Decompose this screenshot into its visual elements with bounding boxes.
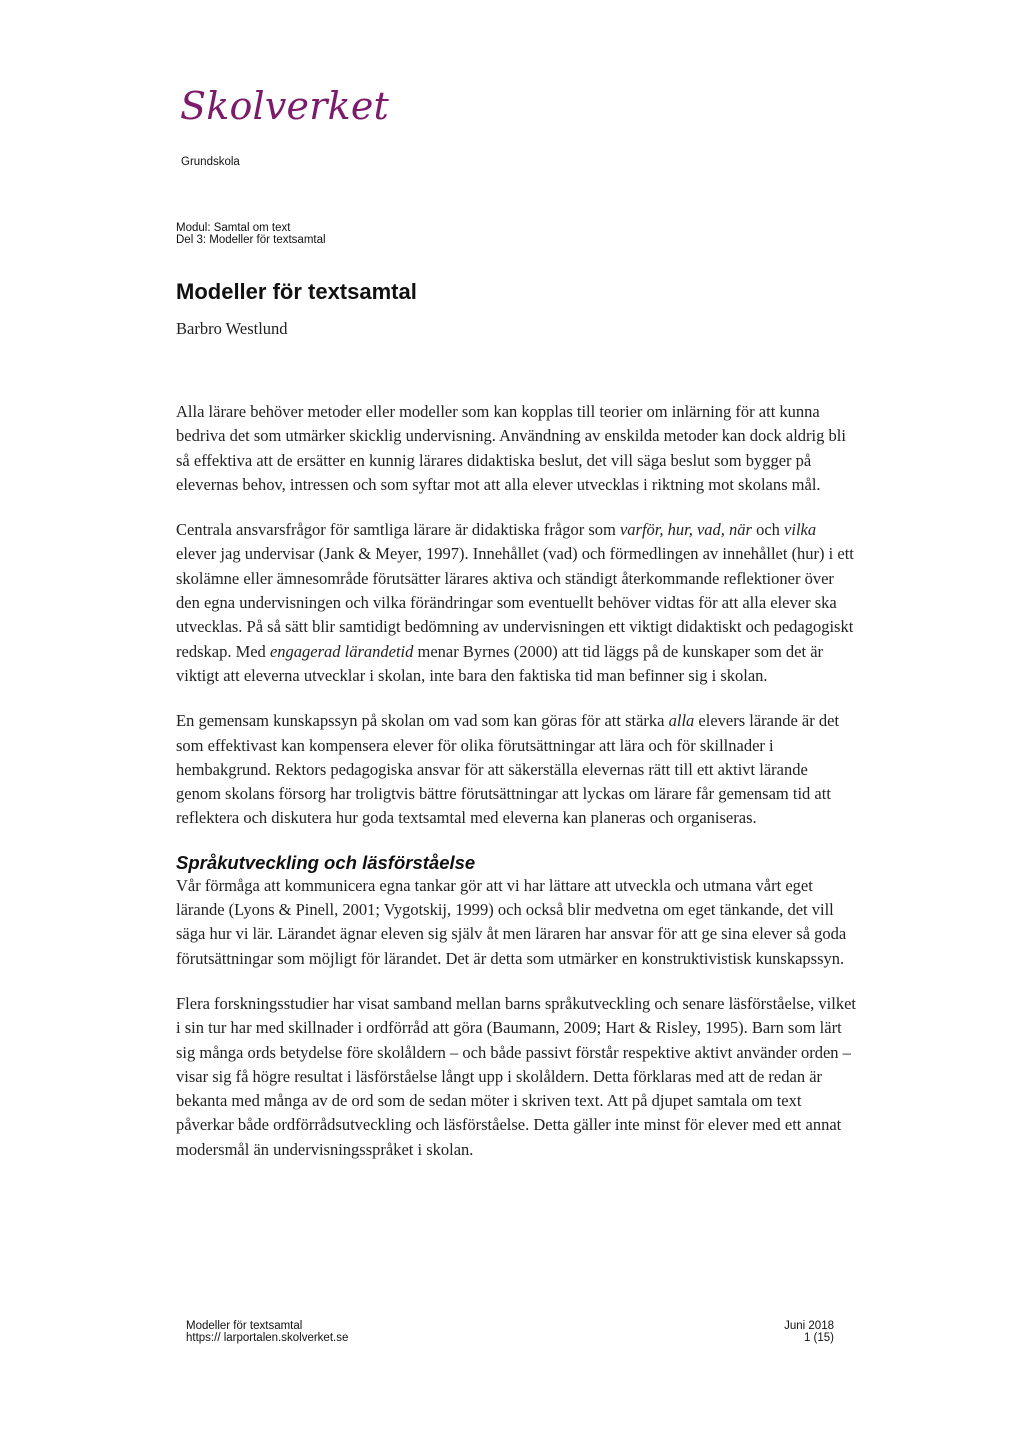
- emphasis-text: engagerad lärandetid: [269, 641, 414, 661]
- paragraph-2: Centrala ansvarsfrågor för samtliga lärare är didaktiska frågor som varför, hur, vad, när och vilka elever jag undervisar (Jank & Meyer, 1997). Innehållet (vad) och förmedlingen av innehållet (hur) i ett skolämne eller ämnesområde förutsätter lärares aktiva och ständigt återkommande reflektioner över den egna undervisningen och vilka förändringar som eventuellt behöver vidtas för att alla elever ska utvecklas. På så sätt blir samtidigt bedömning av undervisningen ett viktigt didaktiskt och pedagogiskt redskap. Med engagerad lärandetid menar Byrnes (2000) att tid läggs på de kunskaper som det är viktigt att eleverna utvecklar i skolan, inte bara den faktiska tid man befinner sig i skolan.: [176, 520, 854, 685]
- author-name: Barbro Westlund: [176, 319, 288, 338]
- school-level-label: Grundskola: [181, 156, 240, 168]
- document-title: Modeller för textsamtal: [176, 279, 417, 304]
- emphasis-text: varför, hur, vad, när: [619, 520, 752, 540]
- footer-left: [186, 1320, 348, 1344]
- skolverket-logo: Skolverket: [180, 84, 389, 128]
- page-number: 1 (15): [803, 1332, 834, 1344]
- emphasis-text: vilka: [784, 520, 817, 540]
- paragraph-1: Alla lärare behöver metoder eller modeller som kan kopplas till teorier om inlärning för att kunna bedriva det som utmärker skicklig undervisning. Användning av enskilda metoder kan dock aldrig bli så effektiva att de ersätter en kunnig lärares didaktiska beslut, det vill säga beslut som bygger på elevernas behov, intressen och som syftar mot att alla elever utvecklas i riktning mot skolans mål.: [176, 402, 846, 494]
- document-body: [176, 400, 856, 1183]
- paragraph-3: En gemensam kunskapssyn på skolan om vad som kan göras för att stärka alla elevers lärande är det som effektivast kan kompensera elever för olika förutsättningar att lära och för skillnader i hembakgrund. Rektors pedagogiska ansvar för att säkerställa elevernas rätt till ett aktivt lärande genom skolans försorg har troligtvis bättre förutsättningar att lyckas om lärare får gemensam tid att reflektera och diskutera hur goda textsamtal med eleverna kan planeras och organiseras.: [176, 711, 840, 828]
- module-label: Modul: Samtal om text: [176, 222, 291, 234]
- section-heading: Språkutveckling och läsförståelse: [176, 851, 476, 873]
- paragraph-5: Flera forskningsstudier har visat samband mellan barns språkutveckling och senare läsförståelse, vilket i sin tur har med skillnader i ordförråd att göra (Baumann, 2009; Hart & Risley, 1995). Barn som lärt sig många ords betydelse före skolåldern – och både passivt förstår respektive aktivt använder orden – visar sig få högre resultat i läsförståelse långt upp i skolåldern. Detta förklaras med att de redan är bekanta med många av de ord som de sedan möter i skriven text. Att på djupet samtala om text påverkar både ordförrådsutveckling och läsförståelse. Detta gäller inte minst för elever med ett annat modersmål än undervisningsspråket i skolan.: [176, 993, 856, 1159]
- footer-url: https:// larportalen.skolverket.se: [186, 1332, 349, 1344]
- module-info: [176, 222, 326, 246]
- emphasis-text: alla: [668, 711, 695, 731]
- footer-date: Juni 2018: [784, 1320, 834, 1332]
- footer-doc-name: Modeller för textsamtal: [186, 1320, 303, 1332]
- paragraph-4: Vår förmåga att kommunicera egna tankar gör att vi har lättare att utveckla och utmana vårt eget lärande (Lyons & Pinell, 2001; Vygotskij, 1999) och också blir medvetna om eget tänkande, det vill säga hur vi lär. Lärandet ägnar eleven sig själv åt men läraren har ansvar för att ge sina elever så goda förutsättningar som möjligt för lärandet. Det är detta som utmärker en konstruktivistisk kunskapssyn.: [176, 875, 847, 968]
- footer-right: [784, 1320, 834, 1344]
- part-label: Del 3: Modeller för textsamtal: [176, 234, 326, 246]
